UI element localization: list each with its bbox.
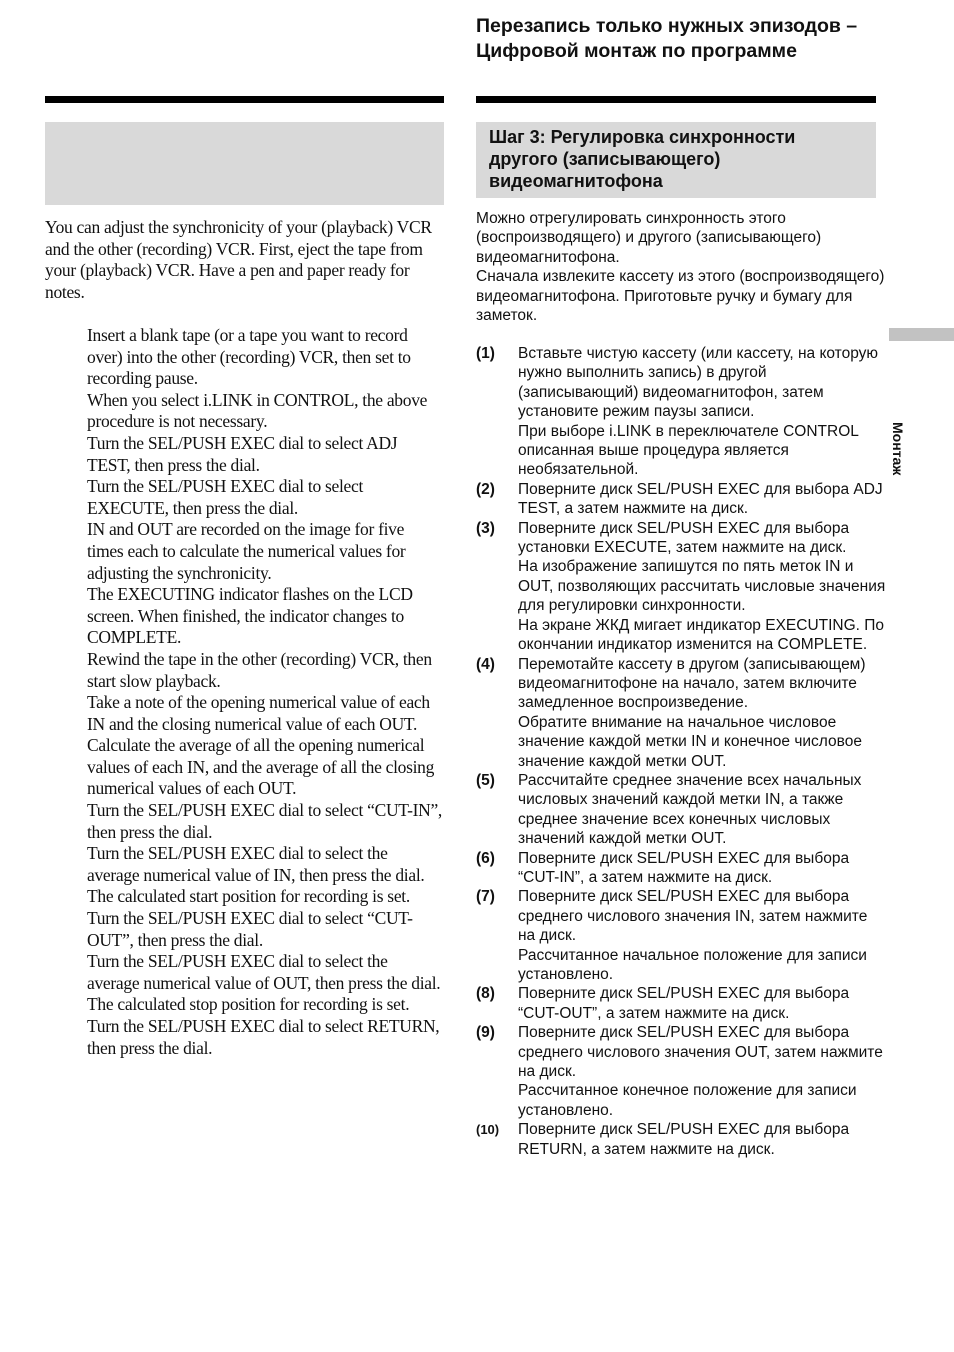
left-step-heading-box	[45, 122, 444, 205]
step-line: Вставьте чистую кассету (или кассету, на которую нужно выполнить запись) в другой (записывающий) видеомагнитофон, затем установите режим паузы записи.	[518, 345, 879, 421]
step-number: (5)	[476, 771, 495, 789]
english-step-paragraph: Rewind the tape in the other (recording) VCR, then start slow playback.	[87, 648, 432, 691]
step-number: (4)	[476, 655, 495, 673]
step-text	[518, 480, 886, 519]
english-step-paragraph: Turn the SEL/PUSH EXEC dial to select the average numerical value of IN, then press the dial.	[87, 843, 425, 885]
section-tab-marker	[889, 328, 954, 341]
step-line: Поверните диск SEL/PUSH EXEC для выбора ADJ TEST, а затем нажмите на диск.	[518, 480, 883, 518]
step-heading: Шаг 3: Регулировка синхронности другого (записывающего) видеомагнитофона	[489, 127, 796, 191]
step-text	[518, 887, 886, 984]
step-note: На экране ЖКД мигает индикатор EXECUTING. По окончании индикатор изменится на COMPLETE.	[518, 616, 885, 654]
step-number: (3)	[476, 519, 495, 537]
english-step-paragraph: Insert a blank tape (or a tape you want to record over) into the other (recording) VCR, then set to recording pause.	[87, 325, 411, 389]
russian-intro-paragraph: Можно отрегулировать синхронность этого (воспроизводящего) и другого (записывающего) видеомагнитофона.	[476, 210, 822, 266]
english-step-paragraph: Turn the SEL/PUSH EXEC dial to select “CUT-IN”, then press the dial.	[87, 800, 442, 842]
step-text	[518, 984, 886, 1023]
russian-step-1	[476, 344, 886, 480]
step-text	[518, 1120, 886, 1159]
step-text	[518, 655, 886, 771]
step-line: Поверните диск SEL/PUSH EXEC для выбора установки EXECUTE, затем нажмите на диск.	[518, 519, 850, 557]
step-number: (9)	[476, 1024, 495, 1042]
russian-step-10	[476, 1120, 886, 1159]
english-step-paragraph: The EXECUTING indicator flashes on the LCD screen. When finished, the indicator changes to COMPLETE.	[87, 584, 413, 648]
russian-step-7	[476, 887, 886, 984]
page-title: Перезапись только нужных эпизодов – Цифровой монтаж по программе	[476, 15, 858, 62]
russian-intro-paragraph: Сначала извлеките кассету из этого (воспроизводящего) видеомагнитофона. Приготовьте ручку и бумагу для заметок.	[476, 268, 885, 325]
step-number: (8)	[476, 985, 495, 1003]
step-line: Поверните диск SEL/PUSH EXEC для выбора “CUT-IN”, а затем нажмите на диск.	[518, 849, 850, 886]
english-step-paragraph: The calculated start position for recording is set.	[87, 886, 410, 907]
step-text	[518, 1023, 886, 1120]
step-text	[518, 771, 886, 849]
left-header-rule	[45, 96, 444, 103]
step-note: При выборе i.LINK в переключателе CONTROL описанная выше процедура является необязательной.	[518, 422, 859, 479]
step-note: Рассчитанное конечное положение для записи установлено.	[518, 1082, 857, 1119]
step-text	[518, 519, 886, 655]
step-note: На изображение запишутся по пять меток IN и OUT, позволяющих рассчитать числовые значения для регулировки синхронности.	[518, 558, 886, 615]
step-number: (10)	[476, 1122, 500, 1138]
english-step-paragraph: Take a note of the opening numerical value of each IN and the closing numerical value of each OUT.	[87, 692, 430, 734]
step-number: (1)	[476, 345, 495, 362]
step-line: Поверните диск SEL/PUSH EXEC для выбора среднего числового значения IN, затем нажмите на диск.	[518, 888, 868, 945]
step-line: Перемотайте кассету в другом (записывающем) видеомагнитофоне на начало, затем включите замедленное воспроизведение.	[518, 655, 866, 712]
russian-intro	[476, 209, 886, 325]
russian-step-5	[476, 771, 886, 849]
step-note: Рассчитанное начальное положение для записи установлено.	[518, 946, 867, 983]
english-step-paragraph: Turn the SEL/PUSH EXEC dial to select RETURN, then press the dial.	[87, 1016, 440, 1058]
step-number: (2)	[476, 480, 495, 498]
russian-step-6	[476, 849, 886, 888]
step-line: Поверните диск SEL/PUSH EXEC для выбора RETURN, а затем нажмите на диск.	[518, 1121, 850, 1158]
english-step-paragraph: Calculate the average of all the opening numerical values of each IN, and the average of all the closing numerical values of each OUT.	[87, 735, 435, 799]
english-step-paragraph: Turn the SEL/PUSH EXEC dial to select “CUT-OUT”, then press the dial.	[87, 908, 413, 950]
section-side-label: Монтаж	[890, 422, 906, 476]
english-intro: You can adjust the synchronicity of your (playback) VCR and the other (recording) VCR. First, eject the tape from your (playback) VCR. Have a pen and paper ready for notes.	[45, 217, 432, 302]
step-line: Поверните диск SEL/PUSH EXEC для выбора “CUT-OUT”, а затем нажмите на диск.	[518, 985, 850, 1022]
russian-step-3	[476, 519, 886, 655]
step-line: Поверните диск SEL/PUSH EXEC для выбора среднего числового значения OUT, затем нажмите на диск.	[518, 1024, 883, 1081]
step-text	[518, 344, 886, 480]
english-step-paragraph: The calculated stop position for recording is set.	[87, 994, 410, 1015]
russian-step-2	[476, 480, 886, 519]
step-line: Рассчитайте среднее значение всех начальных числовых значений каждой метки IN, а также среднее значение всех конечных числовых значений каждой метки OUT.	[518, 771, 862, 848]
english-step-paragraph: When you select i.LINK in CONTROL, the above procedure is not necessary.	[87, 389, 428, 432]
russian-step-9	[476, 1023, 886, 1120]
russian-step-8	[476, 984, 886, 1023]
step-number: (7)	[476, 888, 495, 906]
step-note: Обратите внимание на начальное числовое значение каждой метки IN и конечное числовое значение каждой метки OUT.	[518, 713, 862, 770]
russian-step-4	[476, 655, 886, 771]
step-number: (6)	[476, 849, 495, 867]
step-text	[518, 849, 886, 888]
english-step-paragraph: Turn the SEL/PUSH EXEC dial to select EXECUTE, then press the dial.	[87, 476, 364, 518]
english-step-paragraph: IN and OUT are recorded on the image for five times each to calculate the numerical values for adjusting the synchronicity.	[87, 519, 406, 583]
english-step-paragraph: Turn the SEL/PUSH EXEC dial to select the average numerical value of OUT, then press the dial.	[87, 951, 441, 993]
russian-steps	[476, 344, 886, 1159]
english-steps	[87, 325, 442, 1059]
right-header-rule	[476, 96, 876, 103]
english-step-paragraph: Turn the SEL/PUSH EXEC dial to select ADJ TEST, then press the dial.	[87, 432, 398, 475]
